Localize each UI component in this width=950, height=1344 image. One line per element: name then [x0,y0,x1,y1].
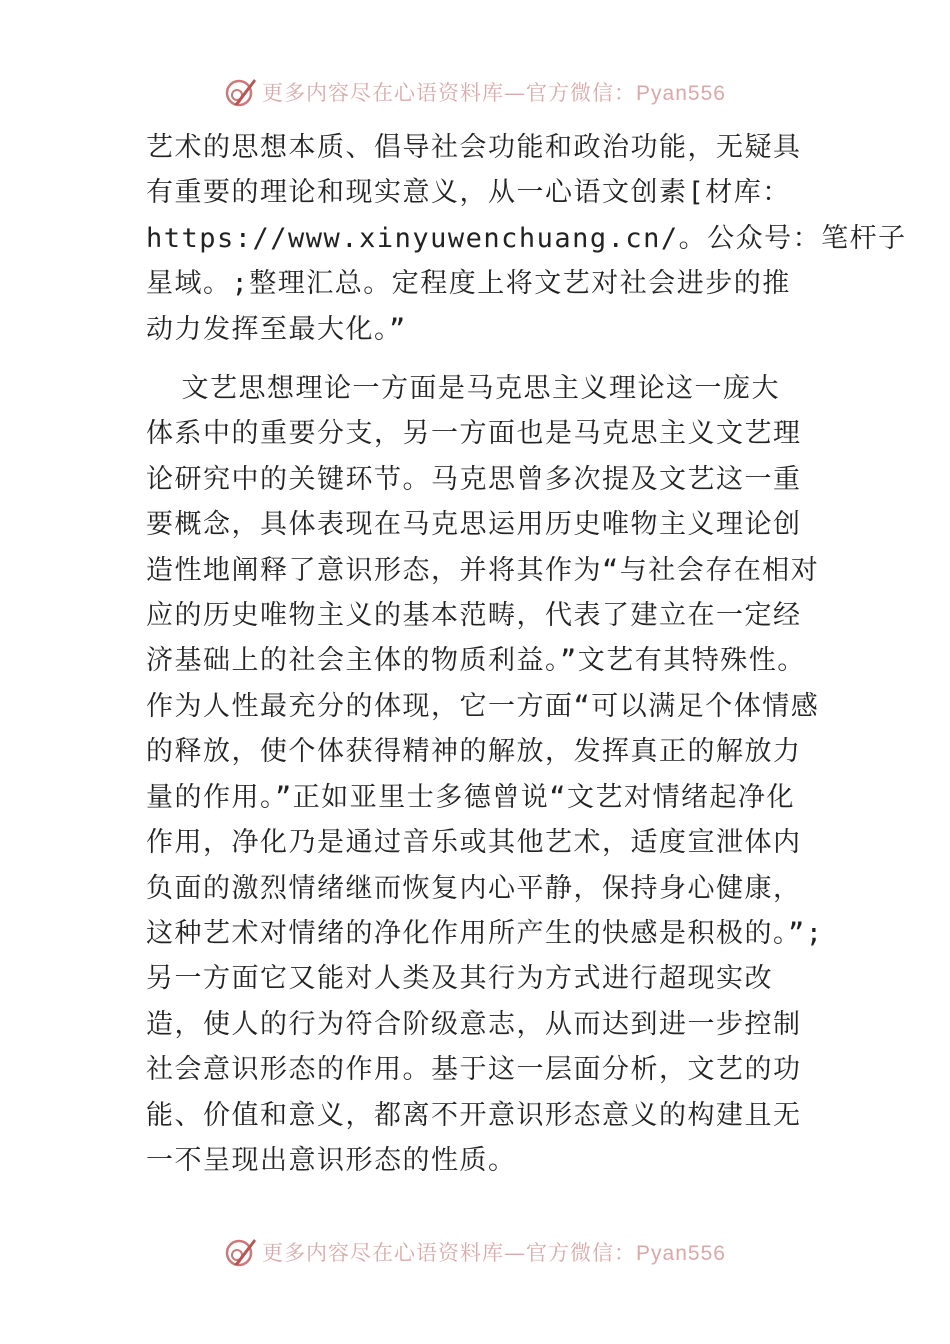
body-line: 星域。;整理汇总。定程度上将文艺对社会进步的推 [146,268,791,300]
body-line: 一不呈现出意识形态的性质。 [146,1144,517,1176]
paragraph-gap [146,352,811,366]
body-line: 社会意识形态的作用。基于这一层面分析，文艺的功 [146,1054,802,1086]
document-body [146,125,907,1183]
body-line: 作用，净化乃是通过音乐或其他艺术，适度宣泄体内 [146,827,802,859]
banner-text [262,1237,726,1267]
body-line: 能、价值和意义，都离不开意识形态意义的构建且无 [146,1099,802,1131]
body-line: 体系中的重要分支，另一方面也是马克思主义文艺理 [146,418,802,450]
banner-main-text: 更多内容尽在心语资料库— [262,1241,527,1265]
banner-main-text: 更多内容尽在心语资料库— [262,81,527,105]
body-line: 造性地阐释了意识形态，并将其作为“与社会存在相对 [146,554,820,586]
body-line: 艺术的思想本质、倡导社会功能和政治功能，无疑具 [146,132,802,163]
banner-wechat-text: 官方微信：Pyan556 [526,82,726,105]
body-line: 量的作用。”正如亚里士多德曾说“文艺对情绪起净化 [146,781,796,813]
body-line: 要概念，具体表现在马克思运用历史唯物主义理论创 [146,509,802,541]
body-line: 这种艺术对情绪的净化作用所产生的快感是积极的。”; [146,917,824,949]
banner-text [262,77,726,107]
body-line: 造，使人的行为符合阶级意志，从而达到进一步控制 [146,1008,802,1040]
body-line: 论研究中的关键环节。马克思曾多次提及文艺这一重 [146,463,802,495]
brush-logo-icon [224,1235,258,1269]
banner-wechat-text: 官方微信：Pyan556 [526,1242,726,1265]
body-line: 另一方面它又能对人类及其行为方式进行超现实改 [146,963,773,995]
body-line: 作为人性最充分的体现，它一方面“可以满足个体情感 [146,690,820,722]
body-line: 应的历史唯物主义的基本范畴，代表了建立在一定经 [146,600,802,632]
body-line: 文艺思想理论一方面是马克思主义理论这一庞大 [146,373,781,405]
body-line: 动力发挥至最大化。” [146,313,407,345]
brush-logo-icon [224,75,258,109]
body-line: 的释放，使个体获得精神的解放，发挥真正的解放力 [146,736,802,768]
body-line: https://www.xinyuwenchuang.cn/。公众号：笔杆子 [146,222,907,254]
footer-banner [0,1232,950,1272]
body-line: 负面的激烈情绪继而恢复内心平静，保持身心健康， [146,872,802,904]
header-banner [0,72,950,112]
body-line: 济基础上的社会主体的物质利益。”文艺有其特殊性。 [146,645,806,677]
body-line: 有重要的理论和现实意义，从一心语文创素[材库： [146,177,791,209]
